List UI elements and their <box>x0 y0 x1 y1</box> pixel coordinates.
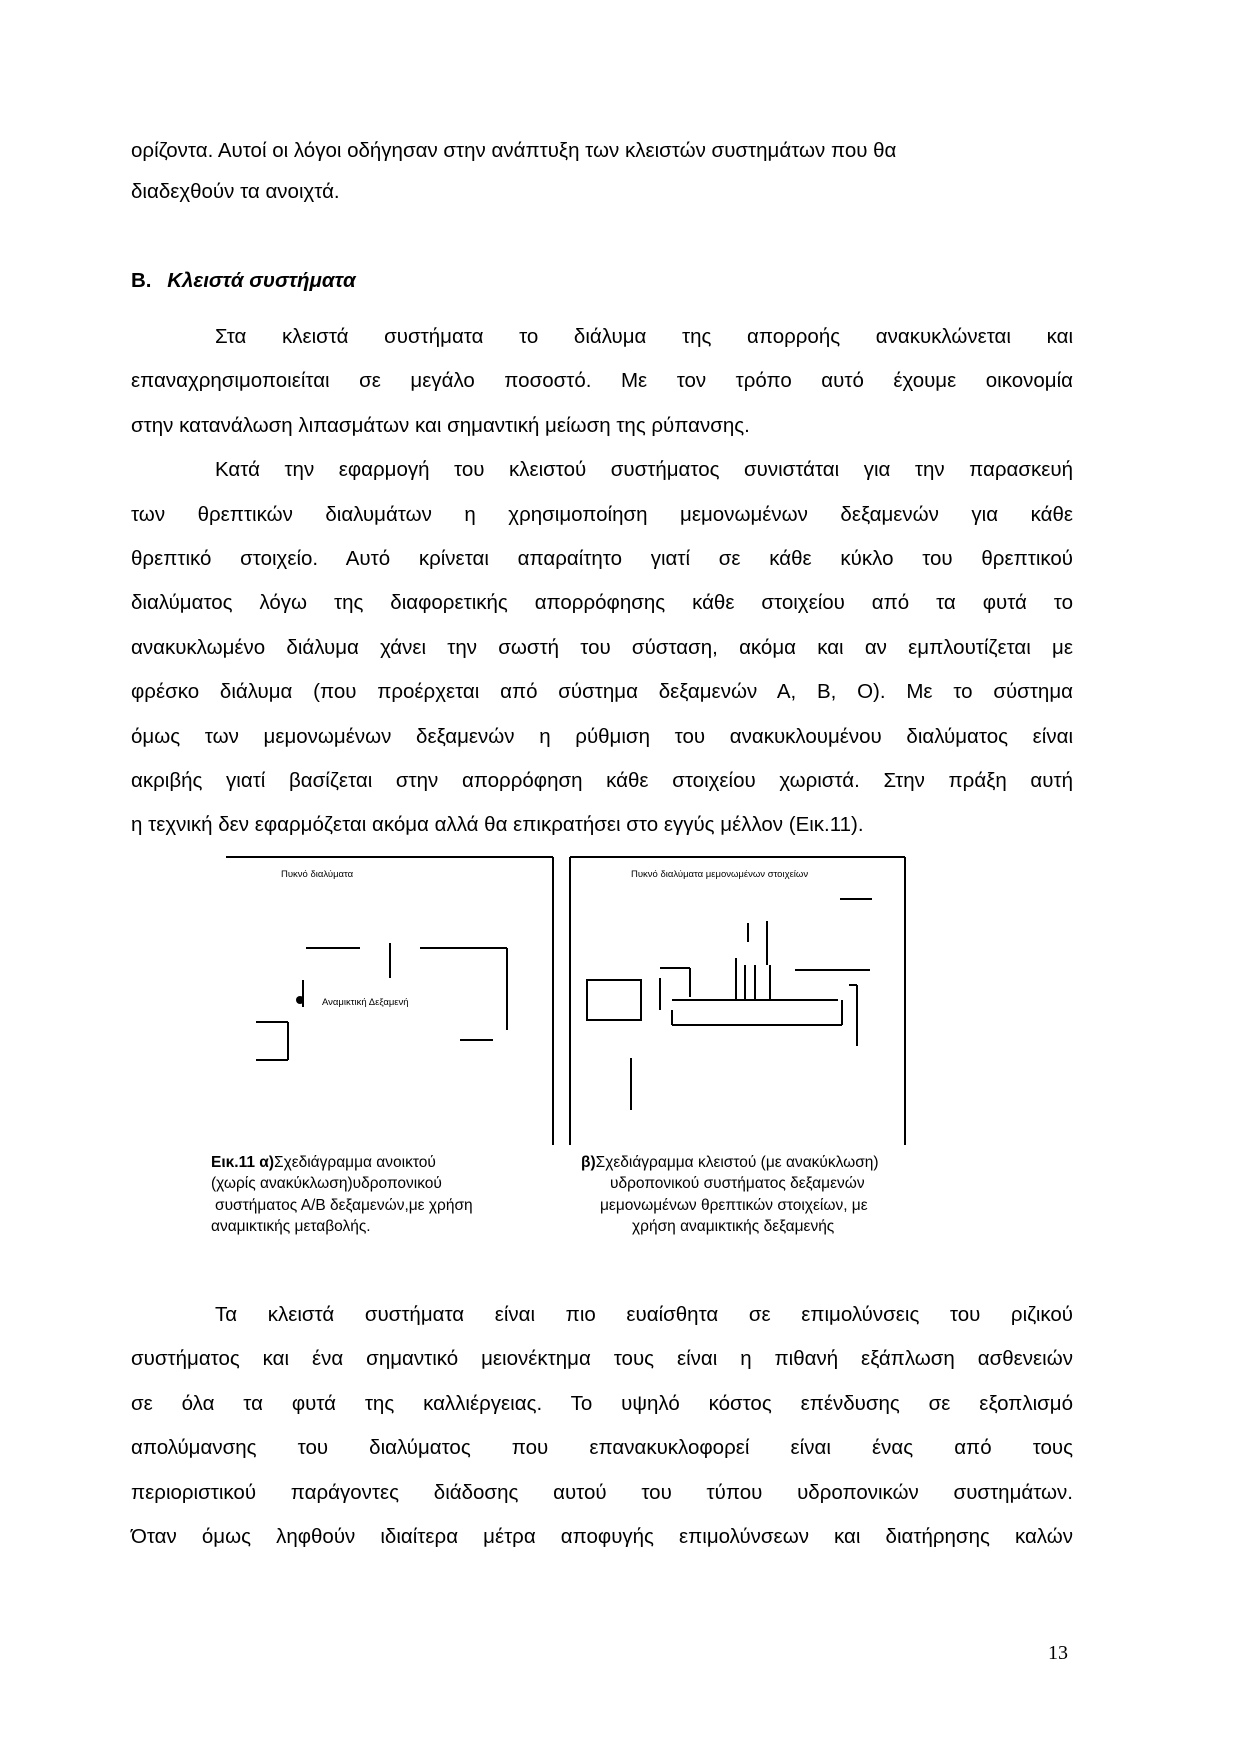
paragraph-3-line-9: η τεχνική δεν εφαρμόζεται ακόμα αλλά θα επικρατήσει στο εγγύς μέλλον (Εικ.11). <box>131 813 864 836</box>
paragraph-3-line-4: διαλύματος λόγω της διαφορετικής απορρόφησης κάθε στοιχείου από τα φυτά το <box>131 591 1073 614</box>
caption-b-line-4: χρήση αναμικτικής δεξαμενής <box>632 1218 835 1235</box>
caption-b-prefix: β) <box>581 1154 596 1171</box>
paragraph-2-line-1: Στα κλειστά συστήματα το διάλυμα της απορροής ανακυκλώνεται και <box>215 325 1073 348</box>
caption-a-line-2: (χωρίς ανακύκλωση)υδροπονικού <box>211 1175 442 1192</box>
caption-b-line-1 <box>581 1153 879 1172</box>
caption-b-line-2: υδροπονικού συστήματος δεξαμενών <box>610 1175 865 1192</box>
paragraph-2-line-2: επαναχρησιμοποιείται σε μεγάλο ποσοστό. Με τον τρόπο αυτό έχουμε οικονομία <box>131 369 1073 392</box>
paragraph-3-line-7: όμως των μεμονωμένων δεξαμενών η ρύθμιση του ανακυκλουμένου διαλύματος είναι <box>131 725 1073 748</box>
left-label-tank: Αναμικτική Δεξαμενή <box>322 997 409 1008</box>
caption-a-line-4: αναμικτικής μεταβολής. <box>211 1218 371 1235</box>
paragraph-3-line-8: ακριβής γιατί βασίζεται στην απορρόφηση κάθε στοιχείου χωριστά. Στην πράξη αυτή <box>131 769 1073 792</box>
paragraph-3-line-3: θρεπτικό στοιχείο. Αυτό κρίνεται απαραίτητο γιατί σε κάθε κύκλο του θρεπτικού <box>131 547 1073 570</box>
caption-a-text-1: Σχεδιάγραμμα ανοικτού <box>273 1154 436 1171</box>
page-number: 13 <box>1048 1642 1068 1664</box>
caption-a-line-1 <box>211 1153 436 1172</box>
left-label-top: Πυκνό διαλύματα <box>281 869 354 880</box>
paragraph-2-line-3: στην κατανάλωση λιπασμάτων και σημαντική μείωση της ρύπανσης. <box>131 414 750 437</box>
paragraph-3-line-6: φρέσκο διάλυμα (που προέρχεται από σύστημα δεξαμενών Α, Β, Ο). Με το σύστημα <box>131 680 1073 703</box>
paragraph-4-line-3: σε όλα τα φυτά της καλλιέργειας. Το υψηλό κόστος επένδυσης σε εξοπλισμό <box>131 1392 1073 1415</box>
caption-b-text-1: Σχεδιάγραμμα κλειστού (με ανακύκλωση) <box>595 1154 879 1171</box>
paragraph-3-line-2: των θρεπτικών διαλυμάτων η χρησιμοποίηση μεμονωμένων δεξαμενών για κάθε <box>131 503 1073 526</box>
caption-a-prefix: Εικ.11 α) <box>211 1154 274 1171</box>
paragraph-4-line-2: συστήματος και ένα σημαντικό μειονέκτημα τους είναι η πιθανή εξάπλωση ασθενειών <box>131 1347 1073 1370</box>
paragraph-4-line-1: Τα κλειστά συστήματα είναι πιο ευαίσθητα σε επιμολύνσεις του ριζικού <box>215 1303 1073 1326</box>
paragraph-4-line-6: Όταν όμως ληφθούν ιδιαίτερα μέτρα αποφυγής επιμολύνσεων και διατήρησης καλών <box>131 1525 1073 1548</box>
section-title: Κλειστά συστήματα <box>167 269 356 292</box>
paragraph-3-line-5: ανακυκλωμένο διάλυμα χάνει την σωστή του σύσταση, ακόμα και αν εμπλουτίζεται με <box>131 636 1073 659</box>
paragraph-1-line-1: ορίζοντα. Αυτοί οι λόγοι οδήγησαν στην ανάπτυξη των κλειστών συστημάτων που θα <box>131 139 897 162</box>
caption-b-line-3: μεμονωμένων θρεπτικών στοιχείων, με <box>600 1197 868 1214</box>
mixer-marker-icon <box>296 996 304 1004</box>
paragraph-4-line-4: απολύμανσης του διαλύματος που επανακυκλοφορεί είναι ένας από τους <box>131 1436 1073 1459</box>
paragraph-1-line-2: διαδεχθούν τα ανοιχτά. <box>131 180 340 203</box>
paragraph-4-line-5: περιοριστικού παράγοντες διάδοσης αυτού του τύπου υδροπονικών συστημάτων. <box>131 1481 1073 1504</box>
right-label-top: Πυκνό διαλύματα μεμονωμένων στοιχείων <box>631 869 809 880</box>
caption-a-line-3: συστήματος Α/Β δεξαμενών,με χρήση <box>215 1197 473 1214</box>
paragraph-3-line-1: Κατά την εφαρμογή του κλειστού συστήματος συνιστάται για την παρασκευή <box>215 458 1073 481</box>
section-number: Β. <box>131 269 152 292</box>
